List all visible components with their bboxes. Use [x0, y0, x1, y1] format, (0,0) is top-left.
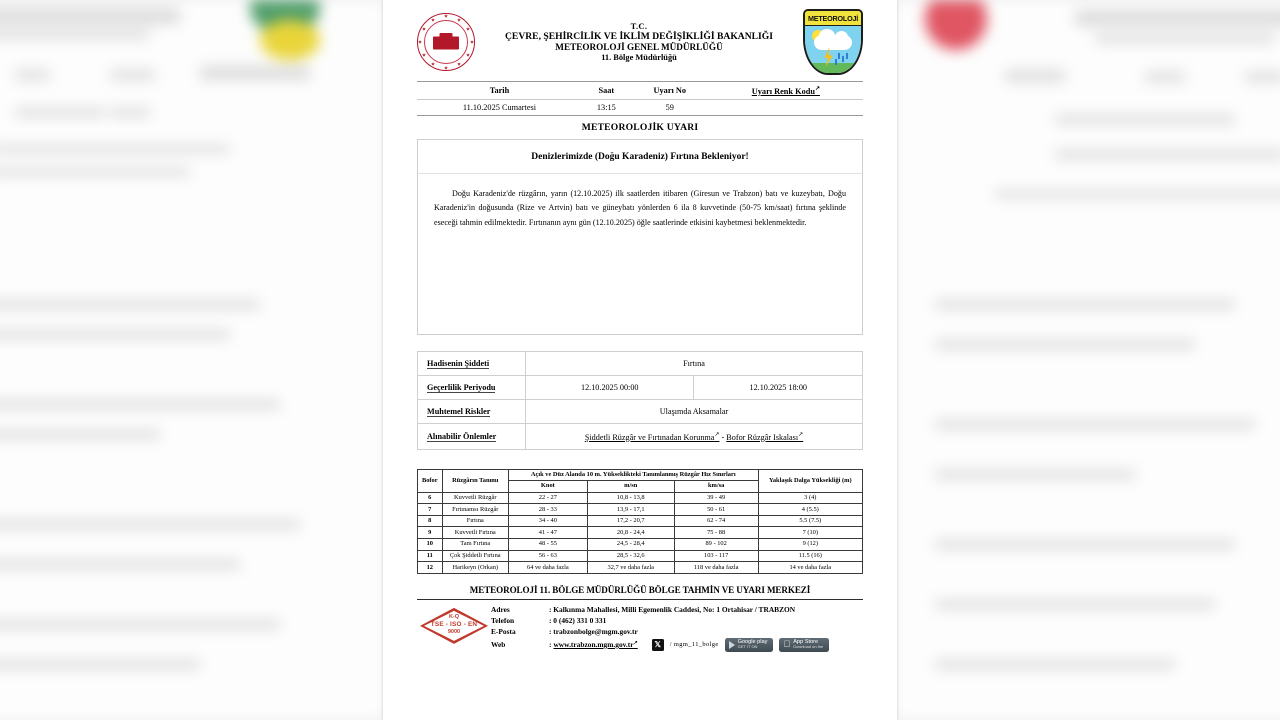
beaufort-cell-wave: 4 (5.5): [758, 504, 862, 516]
contact-value-address: : Kalkınma Mahallesi, Milli Egemenlik Caddesi, No: 1 Ortahisar / TRABZON: [549, 604, 796, 614]
measure-link-beaufort-scale[interactable]: Bofor Rüzgâr Iskalası ↗: [726, 433, 803, 442]
beaufort-cell-desc: Fırtınamsı Rüzgâr: [442, 504, 508, 516]
beaufort-unit-kmh: km/sa: [674, 481, 758, 493]
ministry-line-name: ÇEVRE, ŞEHİRCİLİK VE İKLİM DEĞİŞİKLİĞİ BAKANLIĞI: [505, 30, 773, 42]
beaufort-cell-kmh: 118 ve daha fazla: [674, 562, 758, 574]
document-page: [383, 0, 897, 720]
meta-table-value-row: [417, 99, 863, 115]
meta-col-date: Tarih: [417, 82, 582, 100]
beaufort-cell-ms: 13,9 - 17,1: [587, 504, 674, 516]
measure-link-strong-wind[interactable]: Şiddetli Rüzgâr ve Fırtınadan Korunma ↗: [585, 433, 720, 442]
beaufort-cell-desc: Tam Fırtına: [442, 539, 508, 551]
meteoroloji-logo-label: METEOROLOJİ: [805, 11, 861, 26]
footer-content: [417, 600, 863, 652]
app-store-caption: Download on the: [786, 644, 817, 650]
contact-row-phone: [491, 615, 863, 626]
beaufort-cell-wave: 11.5 (16): [758, 550, 862, 562]
contact-web-colon: :: [549, 639, 552, 649]
beaufort-cell-kmh: 62 - 74: [674, 515, 758, 527]
details-table: [417, 351, 863, 450]
beaufort-cell-knot: 56 - 63: [508, 550, 587, 562]
meta-value-time: 13:15: [582, 99, 631, 115]
beaufort-cell-kmh: 89 - 102: [674, 539, 758, 551]
details-value-severity: Fırtına: [526, 351, 863, 375]
contact-row-email: [491, 626, 863, 637]
beaufort-cell-kmh: 50 - 61: [674, 504, 758, 516]
beaufort-cell-desc: Kuvvetli Fırtına: [442, 527, 508, 539]
beaufort-row: [418, 492, 863, 504]
beaufort-row: [418, 550, 863, 562]
details-label-validity: Geçerlilik Periyodu: [418, 375, 526, 399]
page-title: METEOROLOJİK UYARI: [581, 121, 699, 133]
beaufort-row: [418, 504, 863, 516]
google-play-name: Google play: [737, 638, 768, 645]
google-play-icon: [729, 641, 735, 649]
meta-value-date: 11.10.2025 Cumartesi: [417, 99, 582, 115]
meta-value-warning-no: 59: [631, 99, 709, 115]
background-page-right: [895, 0, 1280, 720]
beaufort-cell-ms: 32,7 ve daha fazla: [587, 562, 674, 574]
beaufort-body: [418, 492, 863, 573]
beaufort-cell-bofor: 7: [418, 504, 443, 516]
details-value-validity-end: 12.10.2025 18:00: [694, 375, 863, 399]
measure-separator: -: [721, 432, 725, 442]
details-row-validity: [418, 375, 863, 399]
meteoroloji-logo-icon: [803, 9, 863, 75]
details-row-measures: [418, 423, 863, 449]
beaufort-cell-knot: 28 - 33: [508, 504, 587, 516]
beaufort-cell-bofor: 9: [418, 527, 443, 539]
beaufort-cell-knot: 48 - 55: [508, 539, 587, 551]
beaufort-cell-ms: 20,8 - 24,4: [587, 527, 674, 539]
meta-col-warning-no: Uyarı No: [631, 82, 709, 100]
ministry-emblem-icon: [417, 13, 475, 71]
contact-key-phone: Telefon: [491, 616, 515, 626]
contact-key-web: Web: [491, 639, 506, 649]
beaufort-cell-desc: Harikeyn (Orkan): [442, 562, 508, 574]
beaufort-cell-kmh: 39 - 49: [674, 492, 758, 504]
x-handle-label: / mgm_11_bolge: [669, 640, 719, 648]
meta-table-header-row: [417, 82, 863, 100]
beaufort-cell-bofor: 11: [418, 550, 443, 562]
tse-line-3: 9000: [447, 628, 461, 635]
contact-key-email: E-Posta: [491, 627, 516, 637]
details-label-measures: Alınabilir Önlemler: [418, 423, 526, 449]
beaufort-cell-wave: 7 (10): [758, 527, 862, 539]
beaufort-unit-knot: Knot: [508, 481, 587, 493]
beaufort-cell-wave: 3 (4): [758, 492, 862, 504]
beaufort-cell-ms: 28,5 - 32,6: [587, 550, 674, 562]
app-store-name: App Store: [786, 638, 812, 645]
beaufort-col-bofor: Bofor: [418, 469, 443, 492]
beaufort-cell-knot: 34 - 40: [508, 515, 587, 527]
google-play-badge[interactable]: [725, 638, 774, 652]
details-row-risks: [418, 399, 863, 423]
website-link[interactable]: www.trabzon.mgm.gov.tr ↗: [553, 639, 637, 650]
beaufort-cell-ms: 24,5 - 28,4: [587, 539, 674, 551]
details-label-severity: Hadisenin Şiddeti: [418, 351, 526, 375]
beaufort-cell-ms: 17,2 - 20,7: [587, 515, 674, 527]
apple-icon: [783, 640, 790, 649]
google-play-caption: GET IT ON: [737, 644, 758, 650]
beaufort-cell-bofor: 8: [418, 515, 443, 527]
beaufort-cell-kmh: 103 - 117: [674, 550, 758, 562]
beaufort-col-wave-height: Yaklaşık Dalga Yüksekliği (m): [758, 469, 862, 492]
x-twitter-icon[interactable]: 𝕏: [652, 639, 664, 651]
beaufort-cell-knot: 64 ve daha fazla: [508, 562, 587, 574]
beaufort-col-description: Rüzgârın Tanımı: [442, 469, 508, 492]
beaufort-unit-ms: m/sn: [587, 481, 674, 493]
details-value-measures: [526, 423, 863, 449]
warning-box: [417, 139, 863, 335]
details-label-risks: Muhtemel Riskler: [418, 399, 526, 423]
footer-title: METEOROLOJİ 11. BÖLGE MÜDÜRLÜĞÜ BÖLGE TAHMİN VE UYARI MERKEZİ: [469, 584, 811, 595]
contact-row-address: [491, 604, 863, 615]
warning-body-text: Doğu Karadeniz'de rüzgârın, yarın (12.10.2025) ilk saatlerden itibaren (Giresun ve Trabzon) batı ve kuzeybatı, Doğu Karadeniz'in doğusunda (Rize ve Artvin) batı ve güneybatı yönlerden 6 ila 8 kuvvetinde (50-75 km/saat) fırtına şeklinde eseceği tahmin edilmektedir. Fırtınanın aynı gün (12.10.2025) öğle saatlerinde etkisini kaybetmesi beklenmektedir.: [434, 188, 846, 227]
beaufort-table: [417, 469, 863, 574]
ministry-line-directorate: METEOROLOJİ GENEL MÜDÜRLÜĞÜ: [555, 42, 723, 53]
ministry-line-region: 11. Bölge Müdürlüğü: [601, 53, 677, 63]
beaufort-cell-ms: 10,8 - 13,8: [587, 492, 674, 504]
contact-row-web: [491, 638, 863, 652]
beaufort-cell-desc: Çok Şiddetli Fırtına: [442, 550, 508, 562]
tse-line-1: K-Q: [448, 613, 460, 620]
meta-col-color-code[interactable]: [709, 82, 863, 100]
app-store-badge[interactable]: [779, 638, 829, 652]
beaufort-row: [418, 562, 863, 574]
meta-table: [417, 81, 863, 116]
beaufort-cell-desc: Kuvvetli Rüzgâr: [442, 492, 508, 504]
beaufort-cell-wave: 9 (12): [758, 539, 862, 551]
beaufort-cell-bofor: 12: [418, 562, 443, 574]
document-header: [417, 6, 863, 78]
beaufort-row: [418, 515, 863, 527]
ministry-line-tc: T.C.: [630, 20, 648, 31]
details-value-validity-start: 12.10.2025 00:00: [526, 375, 694, 399]
beaufort-col-speed-group: Açık ve Düz Alanda 10 m. Yükseklikteki Tanımlanmış Rüzgâr Hız Sınırları: [508, 469, 758, 481]
social-and-store-badges: [652, 638, 830, 652]
contact-value-email: : trabzonbolge@mgm.gov.tr: [549, 627, 638, 637]
tse-iso-en-certification-icon: [417, 604, 491, 648]
background-page-left: [0, 0, 385, 720]
beaufort-header-row-1: [418, 469, 863, 481]
tse-line-2: TSE - ISO - EN: [430, 620, 478, 628]
beaufort-cell-wave: 5.5 (7.5): [758, 515, 862, 527]
beaufort-cell-desc: Fırtına: [442, 515, 508, 527]
ministry-titles: [475, 21, 803, 63]
beaufort-cell-kmh: 75 - 88: [674, 527, 758, 539]
meta-col-time: Saat: [582, 82, 631, 100]
meta-value-color-code: [709, 99, 863, 115]
beaufort-row: [418, 527, 863, 539]
contact-info: [491, 604, 863, 652]
beaufort-cell-wave: 14 ve daha fazla: [758, 562, 862, 574]
beaufort-cell-knot: 41 - 47: [508, 527, 587, 539]
details-row-severity: [418, 351, 863, 375]
contact-value-phone: : 0 (462) 331 0 331: [549, 616, 607, 626]
beaufort-cell-bofor: 10: [418, 539, 443, 551]
beaufort-row: [418, 539, 863, 551]
beaufort-cell-knot: 22 - 27: [508, 492, 587, 504]
details-value-risks: Ulaşımda Aksamalar: [526, 399, 863, 423]
warning-color-code-link[interactable]: Uyarı Renk Kodu ↗: [752, 87, 820, 96]
beaufort-cell-bofor: 6: [418, 492, 443, 504]
contact-key-address: Adres: [491, 604, 510, 614]
warning-headline: Denizlerimizde (Doğu Karadeniz) Fırtına Bekleniyor!: [418, 140, 862, 174]
